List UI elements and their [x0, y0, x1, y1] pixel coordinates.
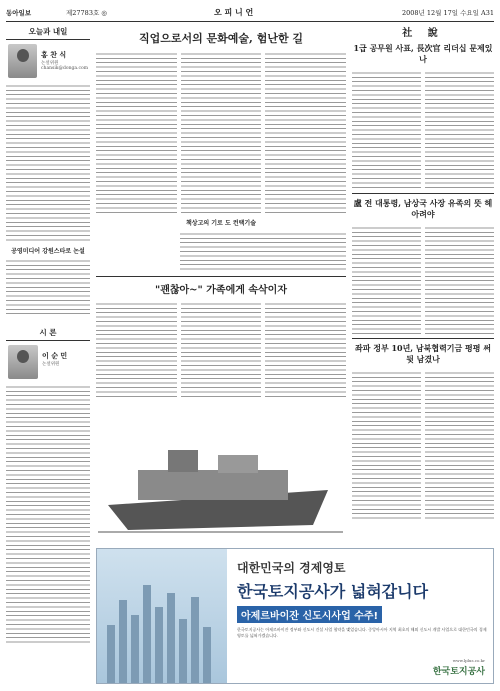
author-role-2: 논설위원 — [42, 362, 60, 367]
ad-city-image — [97, 549, 227, 684]
author-role-1: 논설위원 — [41, 61, 59, 66]
second-headline: "괜찮아~" 가족에게 속삭이자 — [154, 285, 288, 296]
top-rule — [6, 21, 494, 22]
issue-date: 2008년 12월 17일 수요일 A31 — [402, 9, 494, 17]
author-photo-icon — [8, 44, 37, 78]
column-body-2 — [6, 257, 90, 317]
column-title-opinion: 시 론 — [6, 325, 90, 341]
author-name-1: 홍 찬 식 — [41, 50, 67, 59]
ad-body: 한국토지공사는 아제르바이잔 정부와 신도시 건설 사업 협약을 맺었습니다. 중앙아시아 지역 최초의 해외 신도시 개발 사업으로 대한민국의 경제영토를 넓혀가겠습니다. — [237, 627, 487, 638]
author-photo-icon — [8, 345, 38, 379]
author-name-2: 이 순 민 — [42, 351, 68, 360]
right-column — [352, 24, 494, 519]
advertisement[interactable] — [96, 548, 494, 684]
ad-headline-1: 대한민국의 경제영토 — [237, 561, 346, 575]
ad-logo: 한국토지공사 — [432, 667, 485, 677]
editorial-title-1: 1급 공무원 사표, 長次官 리더십 문제있나 — [353, 43, 493, 64]
second-article-body — [96, 300, 346, 400]
ad-headline-2: 한국토지공사가 넓혀갑니다 — [237, 582, 429, 601]
column-title-today: 오늘과 내일 — [6, 24, 90, 40]
masthead — [6, 8, 494, 20]
column-body-3 — [6, 383, 90, 643]
ad-headline-3: 아제르바이잔 신도시사업 수주! — [237, 606, 382, 623]
paper-name: 동아일보 — [6, 9, 32, 17]
middle-column — [96, 24, 346, 400]
column-subhead-1: 공영미디어 강원스타로 논설 — [11, 248, 85, 255]
ad-url[interactable]: www.lplus.co.kr — [452, 658, 485, 663]
editorial-body-1 — [352, 69, 494, 189]
main-headline: 직업으로서의 문화예술, 험난한 길 — [138, 32, 304, 45]
section-title: 오 피 니 언 — [214, 8, 254, 17]
main-subhead: 책상고의 기로 도 컨택기술 — [185, 220, 257, 227]
editorial-label: 社 說 — [402, 28, 444, 39]
editorial-title-2: 盧 전 대통령, 남상국 사장 유족의 뜻 헤아려야 — [353, 198, 493, 219]
main-article-body — [96, 50, 346, 215]
main-article-body-2 — [180, 230, 346, 270]
author-block-2 — [6, 341, 90, 383]
editorial-body-2 — [352, 224, 494, 334]
author-block-1 — [6, 40, 90, 82]
ship-illustration-icon — [98, 435, 343, 535]
author-email-1: chansik@donga.com — [41, 66, 88, 71]
editorial-body-3 — [352, 369, 494, 519]
left-column — [6, 24, 90, 643]
issue-number: 제27783호 ◎ — [66, 9, 107, 17]
editorial-title-3: 좌파 정부 10년, 남북협력기금 평평 써 뒷 남겼나 — [354, 343, 492, 364]
column-body-1 — [6, 82, 90, 242]
